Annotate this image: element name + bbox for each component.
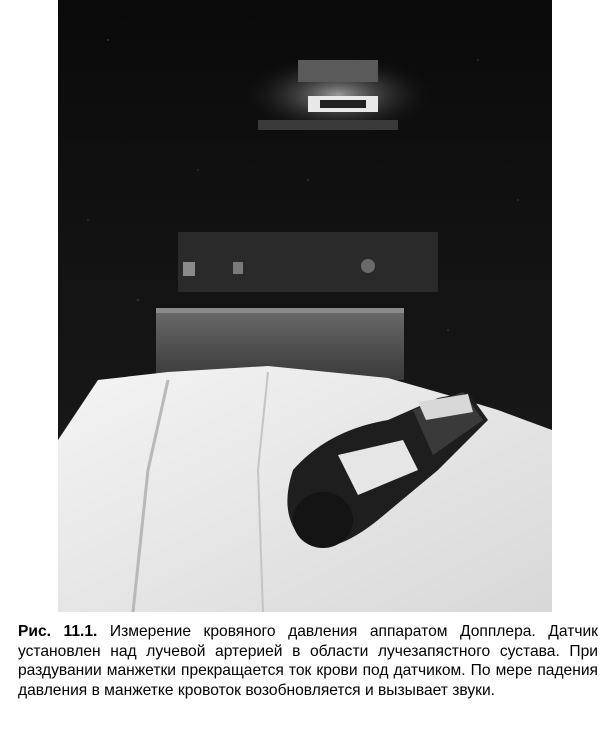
doppler-device <box>178 232 438 292</box>
figure-caption-text: Измерение кровяного давления аппаратом Допплера. Датчик установлен над лучевой артерией в области лучезапястного сустава. При раздувании манжетки прекращается ток крови под датчиком. По мере падения давления в манжетке кровоток возобновляется и вызывает звуки. <box>18 623 598 699</box>
doppler-display <box>243 55 433 135</box>
figure-label: Рис. 11.1. <box>18 623 98 640</box>
figure-caption <box>18 622 598 700</box>
figure <box>58 0 552 612</box>
doppler-measurement-photo <box>58 0 552 612</box>
